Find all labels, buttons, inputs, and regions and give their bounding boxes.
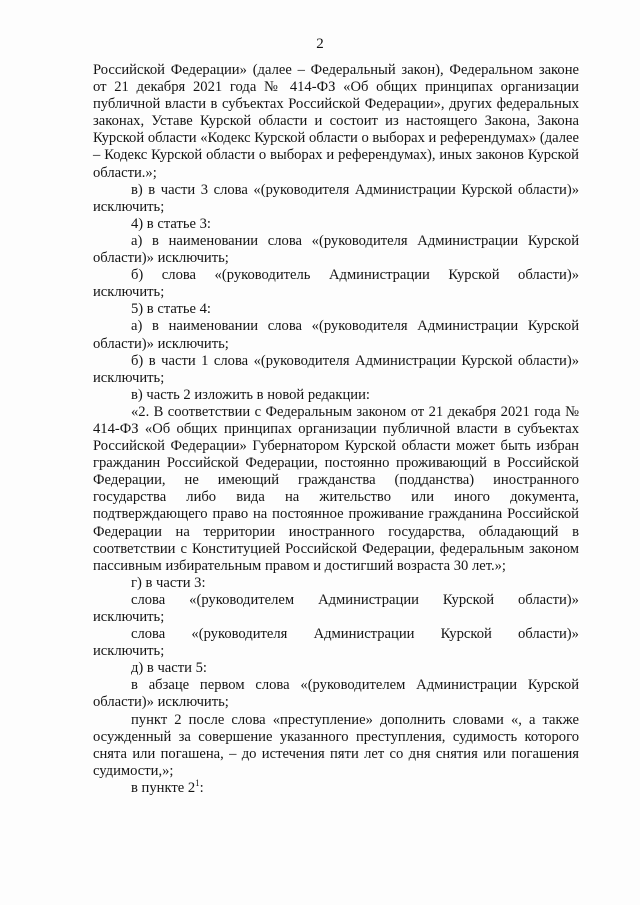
paragraph-quote: «2. В соответствии с Федеральным законом от 21 декабря 2021 года № 414-ФЗ «Об общих принципах организации публичной власти в субъектах Российской Федерации» Губернатором Курской области может быть избран гражданин Российской Федерации, постоянно проживающий в Российской Федерации, не имеющий гражданства (подданства) иностранного государства либо вида на жительство или иного документа, подтверждающего право на постоянное проживание гражданина Российской Федерации на территории иностранного государства, обладающий в соответствии с Конституцией Российской Федерации, федеральным законом пассивным избирательным правом и достигший возраста 30 лет.»; — [93, 403, 579, 574]
word: «(руководителем — [189, 591, 295, 608]
document-body — [93, 62, 579, 797]
paragraph: в) часть 2 изложить в новой редакции: — [131, 386, 370, 403]
paragraph: 5) в статье 4: — [131, 301, 211, 318]
paragraph-continuation: Российской Федерации» (далее – Федеральный закон), Федеральном законе от 21 декабря 2021 года № 414-ФЗ «Об общих принципах организации публичной власти в субъектах Российской Федерации», других федеральных законах, Уставе Курской области и состоит из настоящего Закона, Закона Курской области «Кодекс Курской области о выборах и референдумах» (далее – Кодекс Курской области о выборах и референдумах), иных законов Курской области.»; — [93, 62, 579, 181]
paragraph-tail: исключить; — [93, 609, 165, 625]
word: слова — [131, 591, 166, 608]
paragraph: б) слова «(руководитель Администрации Курской области)» исключить; — [93, 267, 579, 301]
paragraph-last — [93, 780, 579, 797]
paragraph: а) в наименовании слова «(руководителя Администрации Курской области)» исключить; — [93, 318, 579, 352]
superscript: 1 — [195, 778, 200, 789]
page-number: 2 — [316, 36, 324, 52]
word: слова — [131, 626, 166, 643]
word: Курской — [442, 591, 495, 608]
paragraph: б) в части 1 слова «(руководителя Администрации Курской области)» исключить; — [93, 352, 579, 386]
paragraph: 4) в статье 3: — [131, 215, 211, 232]
word: Администрации — [318, 591, 419, 608]
word: области)» — [518, 591, 579, 608]
paragraph: д) в части 5: — [131, 660, 207, 677]
word: Администрации — [313, 626, 415, 643]
paragraph-tail: исключить; — [93, 643, 165, 660]
paragraph: а) в наименовании слова «(руководителя Администрации Курской области)» исключить; — [93, 232, 579, 267]
paragraph: в) в части 3 слова «(руководителя Администрации Курской области)» исключить; — [93, 181, 579, 215]
spaced-line — [93, 592, 579, 609]
word: «(руководителя — [191, 626, 288, 643]
last-colon: : — [199, 779, 204, 796]
spaced-line — [93, 626, 579, 643]
last-text: в пункте 2 — [131, 779, 196, 796]
paragraph: в абзаце первом слова «(руководителем Администрации Курской области)» исключить; — [93, 677, 579, 711]
paragraph: пункт 2 после слова «преступление» дополнить словами «, а также осужденный за совершение указанного преступления, судимость которого снята или погашена, – до истечения пяти лет со дня снятия или погашения судимости,»; — [93, 711, 579, 779]
word: области)» — [518, 626, 579, 643]
paragraph: г) в части 3: — [131, 574, 206, 591]
word: Курской — [440, 626, 492, 643]
